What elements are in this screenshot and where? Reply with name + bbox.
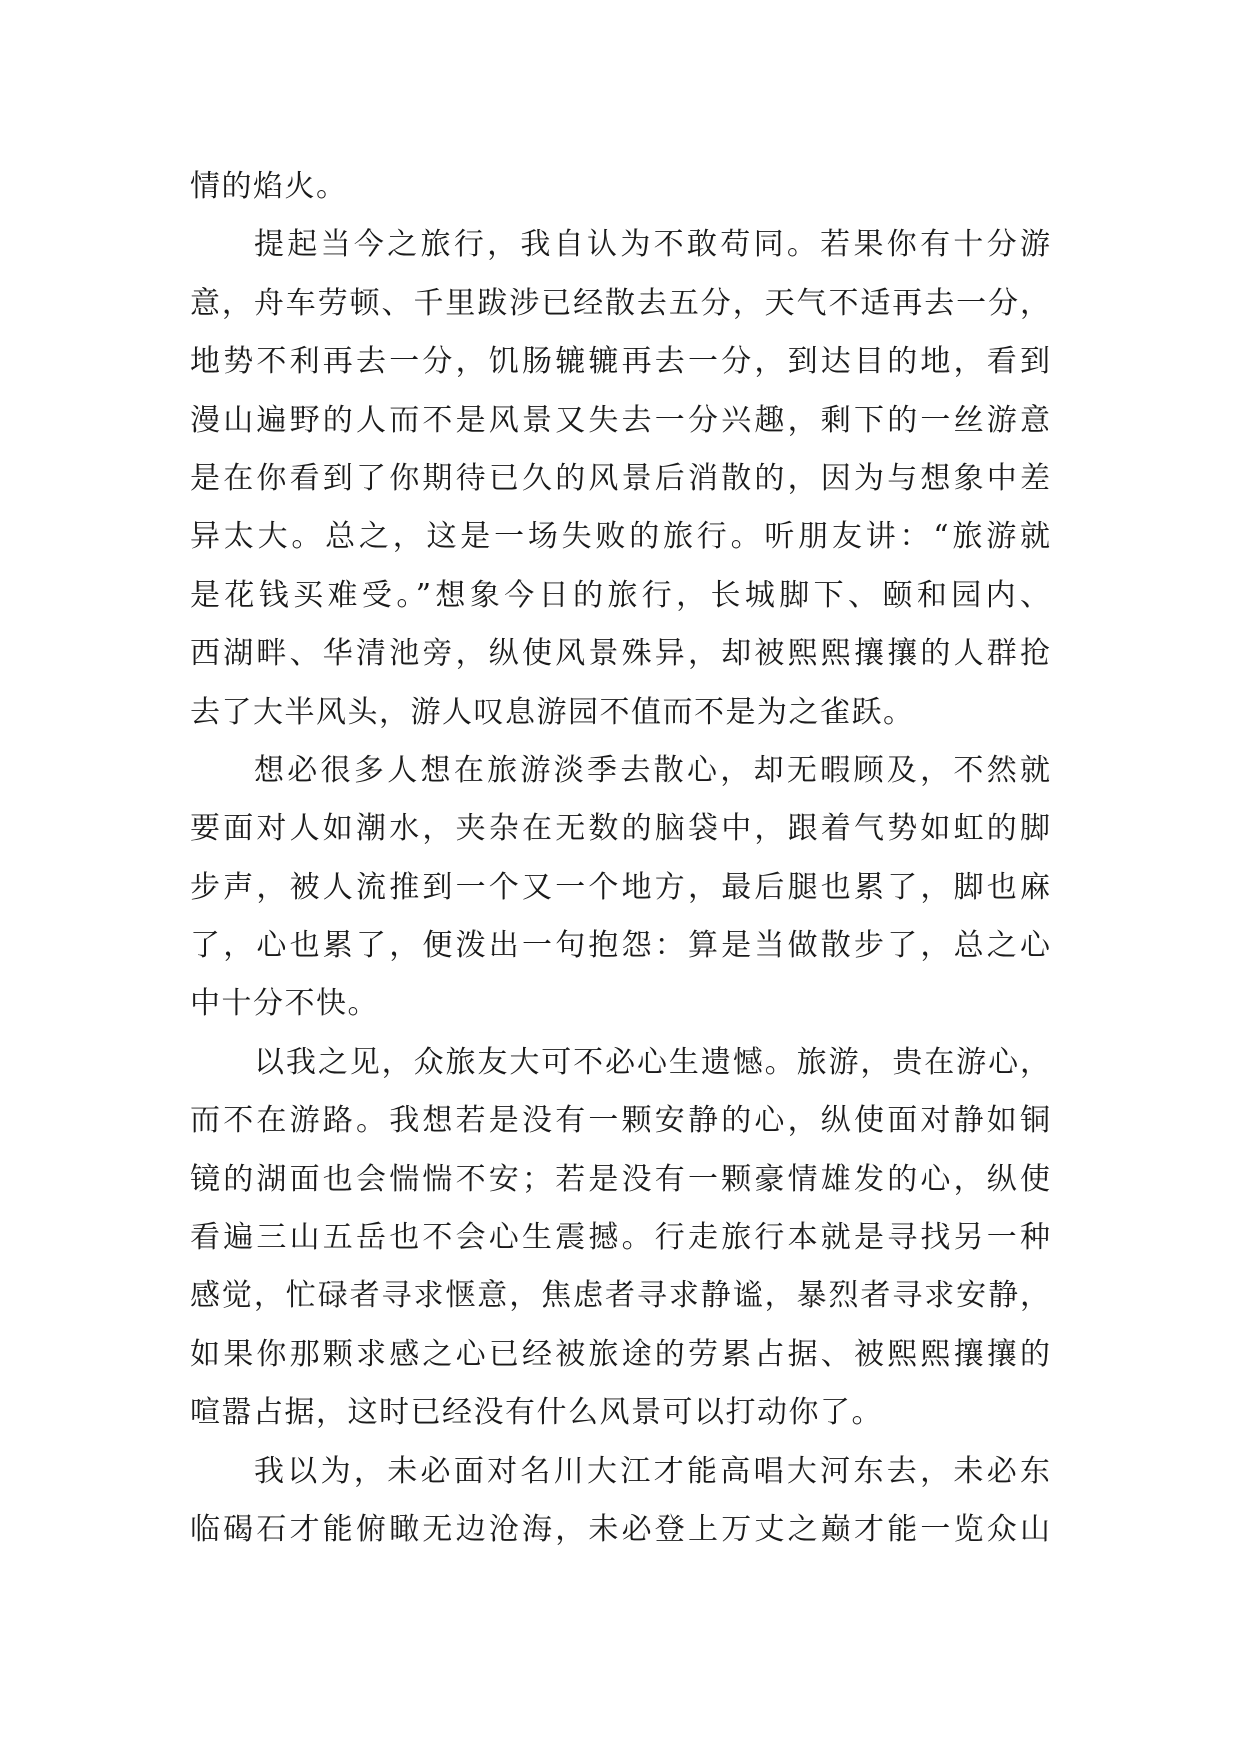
paragraph-first-line: 我以为，未必面对名川大江才能高唱大河东去，未必东 xyxy=(254,1453,1050,1489)
text-line: 西湖畔、华清池旁，纵使风景殊异，却被熙熙攘攘的人群抢 xyxy=(190,636,1050,672)
text-line: 漫山遍野的人而不是风景又失去一分兴趣，剩下的一丝游意 xyxy=(190,402,1050,438)
paragraph-first-line: 想必很多人想在旅游淡季去散心，却无暇顾及，不然就 xyxy=(254,752,1050,788)
text-line: 临碣石才能俯瞰无边沧海，未必登上万丈之巅才能一览众山 xyxy=(190,1511,1050,1547)
text-line: 去了大半风头，游人叹息游园不值而不是为之雀跃。 xyxy=(190,694,915,730)
text-line: 要面对人如潮水，夹杂在无数的脑袋中，跟着气势如虹的脚 xyxy=(190,811,1050,847)
paragraph-first-line: 以我之见，众旅友大可不必心生遗憾。旅游，贵在游心， xyxy=(254,1044,1050,1080)
body-text xyxy=(190,158,1050,1559)
text-line: 步声，被人流推到一个又一个地方，最后腿也累了，脚也麻 xyxy=(190,869,1050,905)
text-line: 喧嚣占据，这时已经没有什么风景可以打动你了。 xyxy=(190,1395,883,1431)
text-line: 而不在游路。我想若是没有一颗安静的心，纵使面对静如铜 xyxy=(190,1103,1050,1139)
text-line: 异太大。总之，这是一场失败的旅行。听朋友讲：“旅游就 xyxy=(190,519,1050,555)
paragraph-first-line: 提起当今之旅行，我自认为不敢苟同。若果你有十分游 xyxy=(254,227,1050,263)
text-line: 意，舟车劳顿、千里跋涉已经散去五分，天气不适再去一分， xyxy=(190,285,1050,321)
text-line: 看遍三山五岳也不会心生震撼。行走旅行本就是寻找另一种 xyxy=(190,1220,1050,1256)
text-line: 感觉，忙碌者寻求惬意，焦虑者寻求静谧，暴烈者寻求安静， xyxy=(190,1278,1050,1314)
text-line: 如果你那颗求感之心已经被旅途的劳累占据、被熙熙攘攘的 xyxy=(190,1336,1050,1372)
text-line: 情的焰火。 xyxy=(190,169,348,204)
text-line: 中十分不快。 xyxy=(190,986,379,1022)
text-line: 是在你看到了你期待已久的风景后消散的，因为与想象中差 xyxy=(190,460,1050,496)
text-line: 镜的湖面也会惴惴不安；若是没有一颗豪情雄发的心，纵使 xyxy=(190,1161,1050,1197)
text-line: 是花钱买难受。”想象今日的旅行，长城脚下、颐和园内、 xyxy=(190,577,1050,613)
text-line: 地势不利再去一分，饥肠辘辘再去一分，到达目的地，看到 xyxy=(190,344,1050,380)
text-line: 了，心也累了，便泼出一句抱怨：算是当做散步了，总之心 xyxy=(190,928,1050,964)
